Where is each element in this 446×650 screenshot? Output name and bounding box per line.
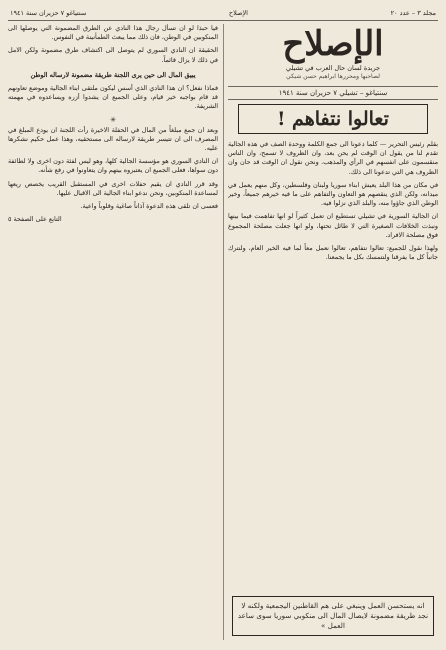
continued-note: التابع على الصفحة ٥	[8, 215, 62, 224]
section-separator: ✳	[110, 115, 116, 124]
tagline-publisher: لصاحبها ومحررها ابراهيم حسن شيكي	[286, 73, 380, 80]
article-paragraph: فيا حبذا لو ان تسأل رجال هذا النادي عن الطرق المضمونة التي يوصلها الى المنكوبين في الوطن، فان ذلك مما يبعث الطمأنينة في النفوس.	[8, 24, 218, 42]
running-date: سنتياغو ٧ حزيران سنة ١٩٤١	[10, 9, 87, 17]
article-headline: تعالوا نتفاهم !	[277, 108, 389, 130]
issue-number: مجلد ٣ – عدد ٢٠	[390, 9, 436, 17]
masthead	[228, 24, 438, 100]
headline-box	[238, 104, 428, 134]
newspaper-logo: الإصلاح	[282, 24, 384, 64]
article-paragraph: ان النادي السوري هو مؤسسة الجالية كلها، وهو ليس لفئة دون اخرى ولا لطائفة دون سواها، فعلى الجميع ان يعتبروه بيتهم وان يتعاونوا في رفع شأنه.	[8, 157, 218, 175]
article-paragraph: بقلم رئيس التحرير — كلما دعونا الى جمع الكلمة ووحدة الصف في هذه الجالية تقدم لنا من يقول ان الوقت لم يحن بعد، وان الظروف لا تسمح، وان الناس منقسمون على انفسهم في الرأي والمذهب. ونحن نقول ان الوقت قد حان وان الظروف هي التي تدعونا الى ذلك.	[228, 140, 438, 176]
columns	[8, 24, 438, 642]
running-title: الإصلاح	[228, 9, 248, 17]
tagline: جريدة لسان حال العرب في تشيلي	[285, 64, 381, 72]
running-head	[8, 6, 438, 21]
dateline: سنتياغو – تشيلي ٧ حزيران سنة ١٩٤١	[228, 86, 438, 100]
left-column	[8, 24, 218, 642]
article-paragraph: الحقيقة ان النادي السوري لم يتوصل الى اكتشاف طرق مضمونة ولكن الامل في ذلك لا يزال قائماً.	[8, 46, 218, 64]
article-subheading: يبيق المال الى حين يرى اللجنة طريقة مضمونة لارساله الوطن	[30, 70, 196, 79]
boxed-notice: انه يستحسن العمل وينبغي على هم القاطنين اليجمعية ولكنه لا نجد طريقة مضمونة لايصال المال الى منكوبي سوريا سوى ساعد العمل »	[232, 596, 434, 636]
article-paragraph: ان الجالية السورية في تشيلي تستطيع ان تعمل كثيراً لو انها تفاهمت فيما بينها ونبذت الخلافات الصغيرة التي لا طائل تحتها، ولو انها جعلت مصلحة المجموع فوق مصلحة الافراد.	[228, 212, 438, 239]
article-paragraph: في مكان من هذا البلد يعيش ابناء سوريا ولبنان وفلسطين، وكل منهم يعمل في ميدانه، ولكن الذي ينقصهم هو التعاون والتفاهم على ما فيه خيرهم جميعاً، وخير الوطن الذي جاؤوا منه، والبلد الذي نزلوا فيه.	[228, 180, 438, 208]
article-paragraph: ولهذا نقول للجميع: تعالوا نتفاهم، تعالوا نعمل معاً لما فيه الخير العام، ولنترك جانباً كل ما يفرقنا ولنتمسك بكل ما يجمعنا.	[228, 244, 438, 262]
article-paragraph: فماذا نفعل؟ ان هذا النادي الذي أسس ليكون ملتقى ابناء الجالية وموضع تعاونهم قد قام بواجبه خير قيام، وعلى الجميع ان يشدوا أزره ويساعدوه في مهمته الشريفة.	[8, 84, 218, 111]
right-column	[228, 24, 438, 642]
article-paragraph: وقد قرر النادي ان يقيم حفلات اخرى في المستقبل القريب يخصص ريعها لمساعدة المنكوبين، ونحن ندعو ابناء الجالية الى الاقبال عليها.	[8, 179, 218, 197]
article-paragraph: فعسى ان تلقى هذه الدعوة آذاناً صاغية وقلوباً واعية.	[80, 202, 218, 211]
article-paragraph: وبعد ان جمع مبلغاً من المال في الحفلة الاخيرة رأت اللجنة ان يودع المبلغ في المصرف الى ان تتيسر طريقة لارساله الى مستحقيه، وهذا عمل حكيم نشكرها عليه.	[8, 125, 218, 153]
